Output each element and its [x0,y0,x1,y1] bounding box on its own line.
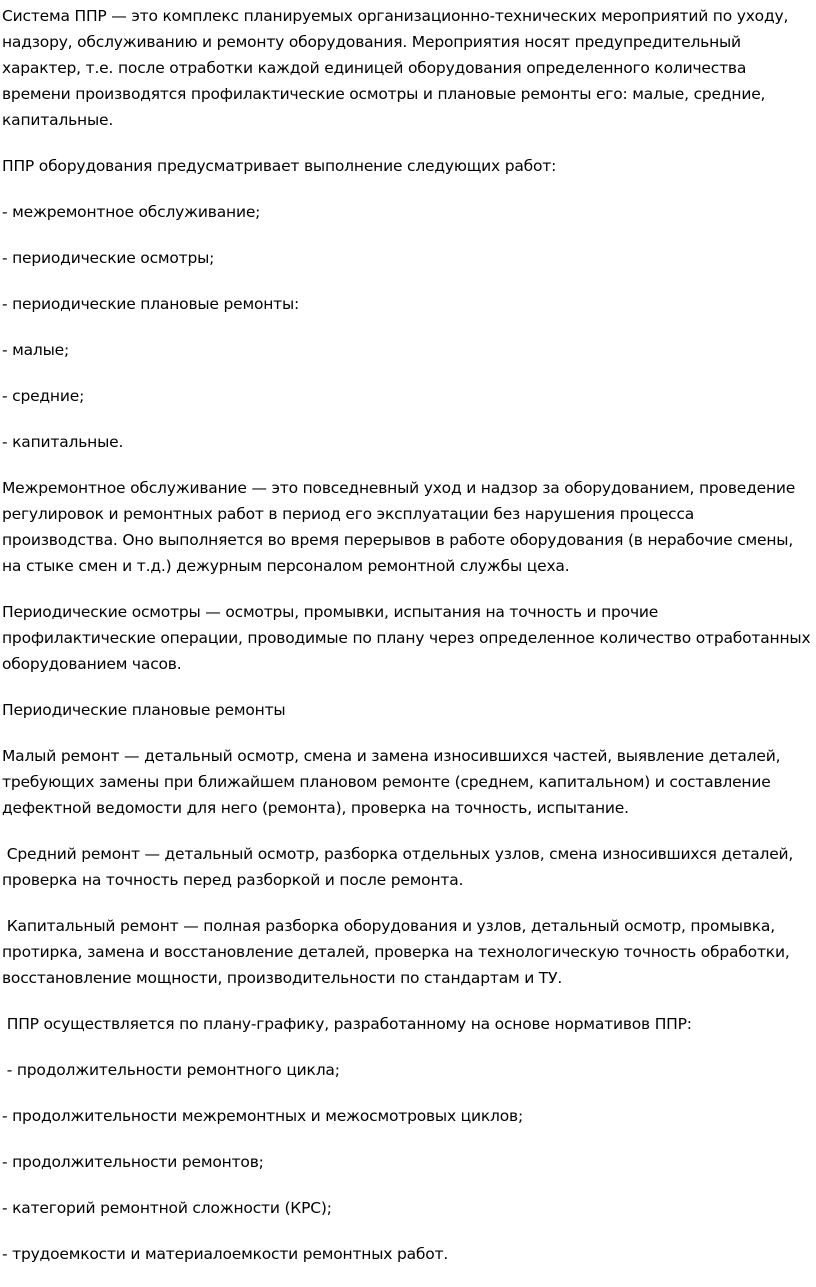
paragraph-medium-repair: Средний ремонт — детальный осмотр, разборка отдельных узлов, смена износившихся деталей, проверка на точность перед разборкой и после ремонта. [2,845,798,889]
list-item-repair-duration: - продолжительности ремонтов; [2,1153,264,1171]
list-item-inspections: - периодические осмотры; [2,249,215,267]
list-item-minor: - малые; [2,341,70,359]
paragraph-planned-repairs-heading: Периодические плановые ремонты [2,701,286,719]
list-item-intervals: - продолжительности межремонтных и межосмотровых циклов; [2,1107,524,1125]
paragraph-inspections-definition: Периодические осмотры — осмотры, промывки, испытания на точность и прочие профилактические операции, проводимые по плану через определенное количество отработанных оборудованием часов. [2,603,816,673]
paragraph-capital-repair: Капитальный ремонт — полная разборка оборудования и узлов, детальный осмотр, промывка, протирка, замена и восстановление деталей, проверка на технологическую точность обработки, восстановление мощности, производительности по стандартам и ТУ. [2,917,795,987]
list-item-cycle-duration: - продолжительности ремонтного цикла; [2,1061,340,1079]
paragraph-works-heading: ППР оборудования предусматривает выполнение следующих работ: [2,157,557,175]
paragraph-minor-repair: Малый ремонт — детальный осмотр, смена и замена износившихся частей, выявление деталей, требующих замены при ближайшем плановом ремонте (среднем, капитальном) и составление дефектной ведомости для него (ремонта), проверка на точность, испытание. [2,747,786,817]
paragraph-maintenance-definition: Межремонтное обслуживание — это повседневный уход и надзор за оборудованием, проведение регулировок и ремонтных работ в период его эксплуатации без нарушения процесса производства. Оно выполняется во время перерывов в работе оборудования (в нерабочие смены, на стыке смен и т.д.) дежурным персоналом ремонтной службы цеха. [2,479,800,575]
list-item-capital: - капитальные. [2,433,124,451]
list-item-maintenance: - межремонтное обслуживание; [2,203,261,221]
paragraph-intro: Система ППР — это комплекс планируемых организационно-технических мероприятий по уходу, надзору, обслуживанию и ремонту оборудования. Мероприятия носят предупредительный характер, т.е. после отработки каждой единицей оборудования определенного количества времени производятся профилактические осмотры и плановые ремонты его: малые, средние, капитальные. [2,7,793,129]
list-item-medium: - средние; [2,387,85,405]
paragraph-schedule: ППР осуществляется по плану-графику, разработанному на основе нормативов ППР: [2,1015,692,1033]
list-item-labor: - трудоемкости и материалоемкости ремонтных работ. [2,1245,449,1263]
document-body [2,3,814,1287]
list-item-planned-repairs: - периодические плановые ремонты: [2,295,300,313]
list-item-complexity: - категорий ремонтной сложности (КРС); [2,1199,332,1217]
